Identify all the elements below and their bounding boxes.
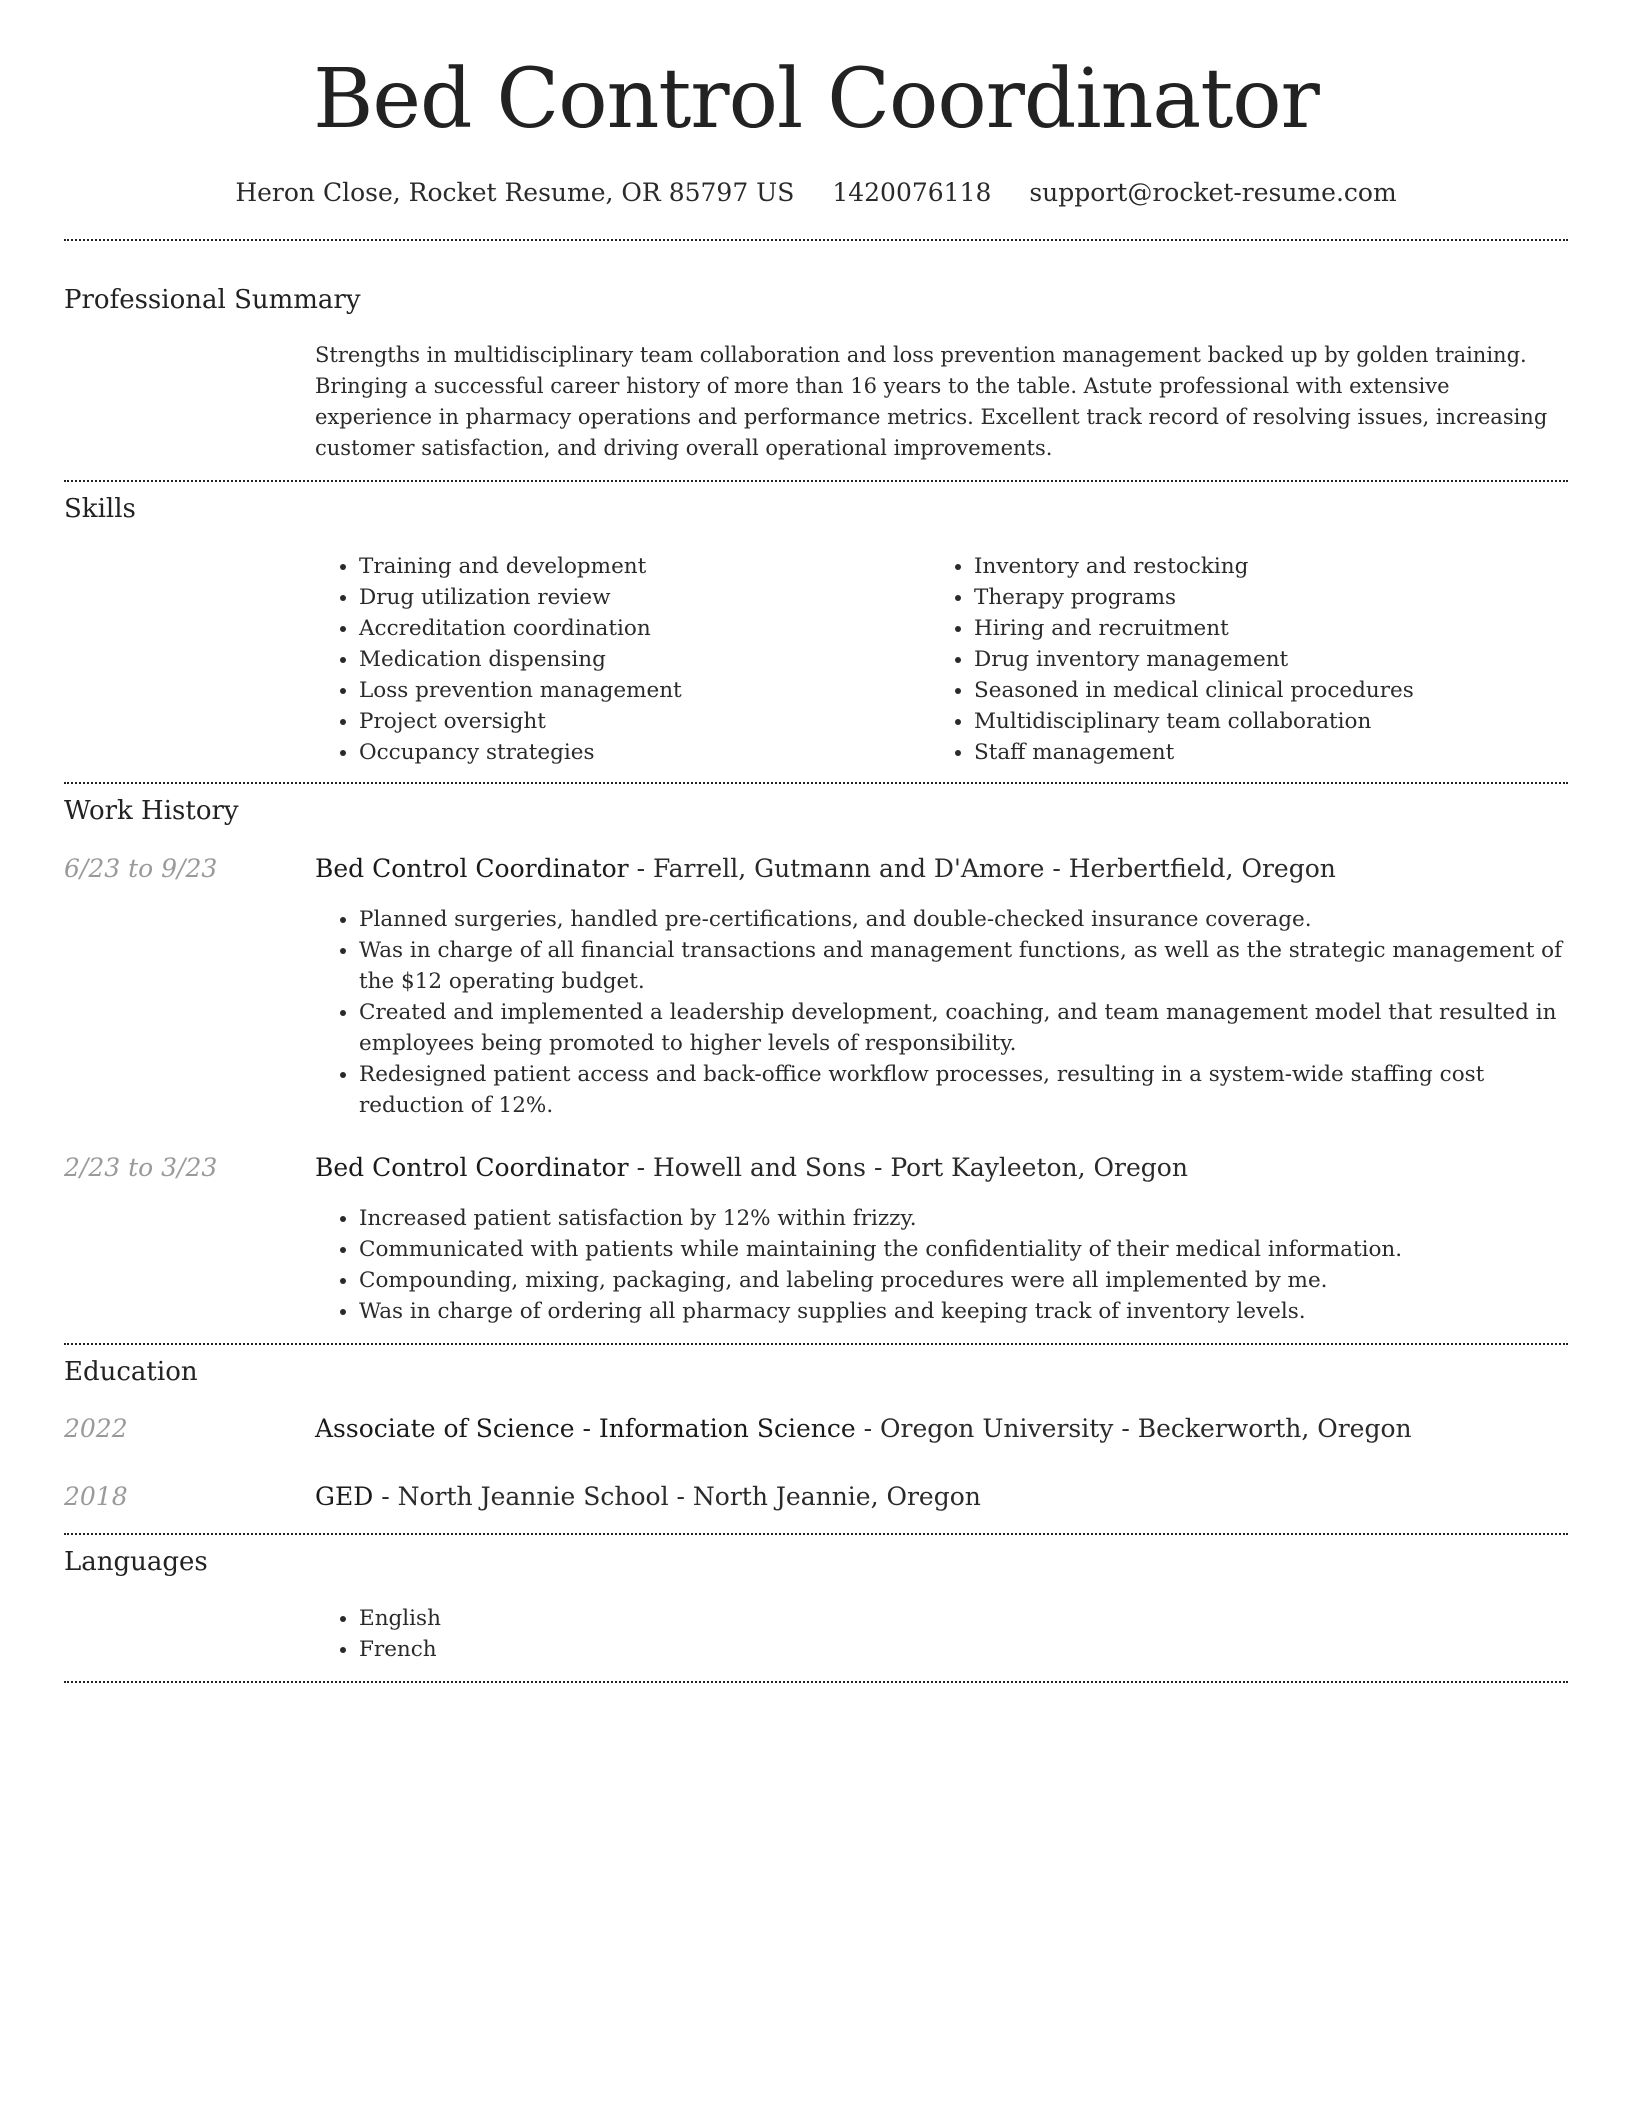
job-role: Bed Control Coordinator	[315, 854, 629, 883]
job-duties	[315, 904, 1571, 1121]
education-heading: Education	[64, 1357, 198, 1387]
duty-item: • Redesigned patient access and back-office workflow processes, resulting in a system-wide staffing cost reduction of 12%.	[359, 1059, 1571, 1121]
duty-item: • Created and implemented a leadership development, coaching, and team management model that resulted in employees being promoted to higher levels of responsibility.	[359, 997, 1571, 1059]
skills-heading: Skills	[64, 494, 136, 524]
education-entry	[315, 1480, 981, 1514]
skill-item: • Multidisciplinary team collaboration	[974, 706, 1570, 737]
duty-item: • Communicated with patients while maintaining the confidentiality of their medical information.	[359, 1234, 1571, 1265]
skill-item: • Loss prevention management	[359, 675, 915, 706]
skills-column-left	[315, 551, 915, 768]
duty-item: • Was in charge of all financial transactions and management functions, as well as the strategic management of the $12 operating budget.	[359, 935, 1571, 997]
skill-item: • Hiring and recruitment	[974, 613, 1570, 644]
contact-email: support@rocket-resume.com	[1029, 178, 1397, 207]
job-dates: 2/23 to 3/23	[64, 1153, 218, 1182]
education-school: - Oregon University - Beckerworth, Oregon	[855, 1414, 1412, 1443]
skill-item: • Accreditation coordination	[359, 613, 915, 644]
skill-item: • Training and development	[359, 551, 915, 582]
education-school: - North Jeannie School - North Jeannie, Oregon	[373, 1482, 981, 1511]
skills-column-right	[930, 551, 1570, 768]
skill-item: • Occupancy strategies	[359, 737, 915, 768]
education-entry	[315, 1412, 1412, 1446]
education-year: 2022	[64, 1414, 128, 1443]
education-degree: GED	[315, 1482, 374, 1511]
section-divider	[64, 782, 1568, 784]
contact-address: Heron Close, Rocket Resume, OR 85797 US	[235, 178, 795, 207]
education-year: 2018	[64, 1482, 128, 1511]
language-item: • French	[359, 1634, 1571, 1665]
duty-item: • Increased patient satisfaction by 12% within frizzy.	[359, 1203, 1571, 1234]
skill-item: • Seasoned in medical clinical procedures	[974, 675, 1570, 706]
job-title	[315, 1151, 1188, 1185]
job-title	[315, 852, 1336, 886]
skill-item: • Inventory and restocking	[974, 551, 1570, 582]
job-employer: - Farrell, Gutmann and D'Amore - Herbertfield, Oregon	[628, 854, 1336, 883]
skill-item: • Staff management	[974, 737, 1570, 768]
skill-item: • Project oversight	[359, 706, 915, 737]
skills-list-left	[315, 551, 915, 768]
skill-item: • Therapy programs	[974, 582, 1570, 613]
skills-list-right	[930, 551, 1570, 768]
job-role: Bed Control Coordinator	[315, 1153, 629, 1182]
job-duties	[315, 1203, 1571, 1327]
section-divider	[64, 1343, 1568, 1345]
section-divider	[64, 480, 1568, 482]
duty-item: • Planned surgeries, handled pre-certifications, and double-checked insurance coverage.	[359, 904, 1571, 935]
job-duties-list	[315, 904, 1571, 1121]
job-employer: - Howell and Sons - Port Kayleeton, Oregon	[628, 1153, 1188, 1182]
resume-header	[0, 0, 1632, 210]
work-heading: Work History	[64, 796, 239, 826]
summary-heading: Professional Summary	[64, 285, 361, 315]
duty-item: • Compounding, mixing, packaging, and labeling procedures were all implemented by me.	[359, 1265, 1571, 1296]
duty-item: • Was in charge of ordering all pharmacy supplies and keeping track of inventory levels.	[359, 1296, 1571, 1327]
contact-phone: 1420076118	[832, 178, 992, 207]
language-item: • English	[359, 1603, 1571, 1634]
summary-text: Strengths in multidisciplinary team collaboration and loss prevention management backed up by golden training. Bringing a successful career history of more than 16 years to the table. Astute professional with extensive experience in pharmacy operations and performance metrics. Excellent track record of resolving issues, increasing customer satisfaction, and driving overall operational improvements.	[315, 343, 1548, 460]
job-duties-list	[315, 1203, 1571, 1327]
skill-item: • Drug utilization review	[359, 582, 915, 613]
education-degree: Associate of Science - Information Science	[315, 1414, 856, 1443]
skill-item: • Drug inventory management	[974, 644, 1570, 675]
skill-item: • Medication dispensing	[359, 644, 915, 675]
languages-block	[315, 1603, 1571, 1665]
contact-line	[0, 176, 1632, 210]
languages-list	[315, 1603, 1571, 1665]
candidate-name: Bed Control Coordinator	[313, 52, 1319, 147]
languages-heading: Languages	[64, 1547, 208, 1577]
section-divider	[64, 239, 1568, 241]
section-divider	[64, 1533, 1568, 1535]
job-dates: 6/23 to 9/23	[64, 854, 218, 883]
section-divider	[64, 1681, 1568, 1683]
